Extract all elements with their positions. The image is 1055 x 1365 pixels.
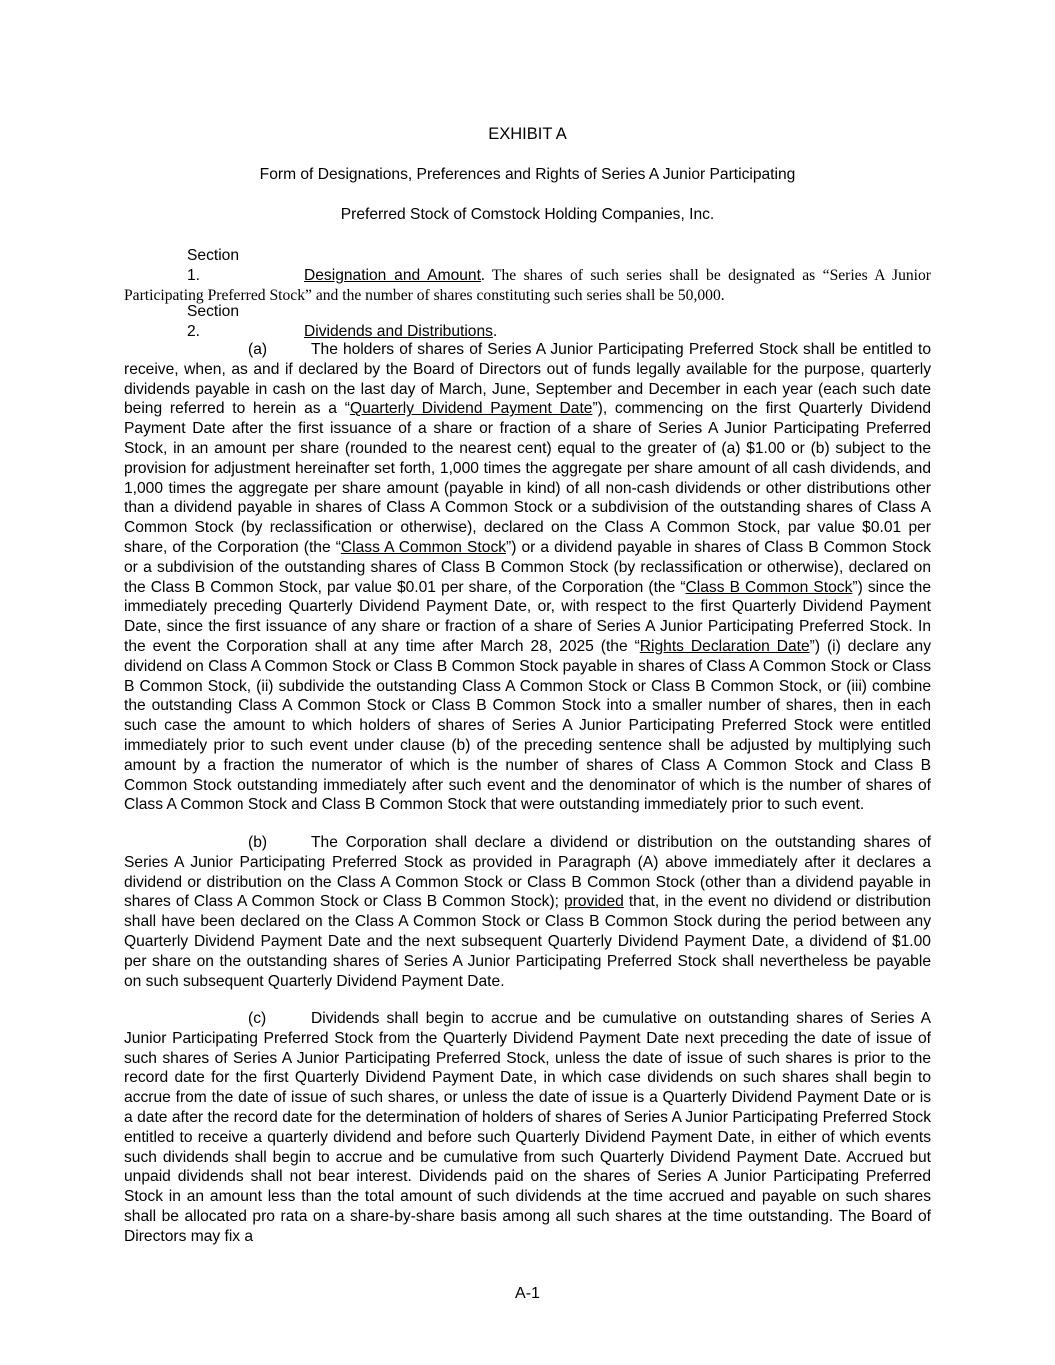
section-1-number: Section 1. <box>187 247 240 284</box>
paragraph-a-text-5: ”) (i) declare any dividend on Class A Common Stock or Class B Common Stock payable in shares of Class A Common Stock or Class B Common Stock, (ii) subdivide the outstanding Class A Common Stock or Class B Common Stock, or (iii) combine the outstanding Class A Common Stock or Class B Common Stock into a smaller number of shares, then in each such case the amount to which holders of shares of Series A Junior Participating Preferred Stock were entitled immediately prior to such event under clause (b) of the preceding sentence shall be adjusted by multiplying such amount by a fraction the numerator of which is the number of shares of Class A Common Stock and Class B Common Stock outstanding immediately after such event and the denominator of which is the number of shares of Class A Common Stock and Class B Common Stock that were outstanding immediately prior to such event. <box>124 637 931 814</box>
section-2 <box>124 302 931 342</box>
paragraph-a <box>124 340 931 815</box>
section-1-heading: Designation and Amount <box>304 266 481 284</box>
defined-term-quarterly-dividend-payment-date: Quarterly Dividend Payment Date <box>349 400 593 418</box>
section-2-number: Section 2. <box>187 303 240 340</box>
page-number: A-1 <box>515 1285 540 1302</box>
paragraph-b-label: (b) <box>248 834 268 851</box>
section-2-heading-suffix: . <box>492 322 498 340</box>
section-2-heading: Dividends and Distributions <box>304 322 493 340</box>
defined-term-class-b-common-stock: Class B Common Stock <box>685 578 853 596</box>
defined-term-class-a-common-stock: Class A Common Stock <box>340 538 507 556</box>
paragraph-a-text-4: ”) since the immediately preceding Quarterly Dividend Payment Date, or, with respect to the first Quarterly Dividend Payment Date, since the first issuance of any share or fraction of a share of Series A Junior Participating Preferred Stock. In the event the Corporation shall at any time after March 28, 2025 (the “ <box>124 578 931 655</box>
document-subtitle-line2: Preferred Stock of Comstock Holding Companies, Inc. <box>340 206 715 223</box>
section-1 <box>124 246 931 305</box>
paragraph-b <box>124 833 931 991</box>
paragraph-c <box>124 1009 931 1247</box>
paragraph-b-text-2: that, in the event no dividend or distribution shall have been declared on the Class A Common Stock or Class B Common Stock during the period between any Quarterly Dividend Payment Date and the next subsequent Quarterly Dividend Payment Date, a dividend of $1.00 per share on the outstanding shares of Series A Junior Participating Preferred Stock shall nevertheless be payable on such subsequent Quarterly Dividend Payment Date. <box>124 893 931 990</box>
exhibit-title: EXHIBIT A <box>488 125 567 143</box>
paragraph-a-text-3: ”) or a dividend payable in shares of Class B Common Stock or a subdivision of the outstanding shares of Class B Common Stock (by reclassification or otherwise), declared on the Class B Common Stock, par value $0.01 per share, of the Corporation (the “ <box>124 538 932 596</box>
defined-term-rights-declaration-date: Rights Declaration Date <box>639 637 810 655</box>
paragraph-b-text-1: The Corporation shall declare a dividend or distribution on the outstanding shares of Series A Junior Participating Preferred Stock as provided in Paragraph (A) above immediately after it declares a dividend or distribution on the Class A Common Stock or Class B Common Stock (other than a dividend payable in shares of Class A Common Stock or Class B Common Stock); <box>124 834 931 911</box>
paragraph-a-text-1: The holders of shares of Series A Junior Participating Preferred Stock shall be entitled to receive, when, as and if declared by the Board of Directors out of funds legally available for the purpose, quarterly dividends payable in cash on the last day of March, June, September and December in each year (each such date being referred to herein as a “ <box>124 341 931 418</box>
paragraph-a-label: (a) <box>248 341 268 358</box>
paragraph-c-text: Dividends shall begin to accrue and be cumulative on outstanding shares of Series A Junior Participating Preferred Stock from the Quarterly Dividend Payment Date next preceding the date of issue of such shares of Series A Junior Participating Preferred Stock, unless the date of issue of such shares is prior to the record date for the first Quarterly Dividend Payment Date, in which case dividends on such shares shall begin to accrue from the date of issue of such shares, or unless the date of issue is a Quarterly Dividend Payment Date or is a date after the record date for the determination of holders of shares of Series A Junior Participating Preferred Stock entitled to receive a quarterly dividend and before such Quarterly Dividend Payment Date, in either of which events such dividends shall begin to accrue and be cumulative from such Quarterly Dividend Payment Date. Accrued but unpaid dividends shall not bear interest. Dividends paid on the shares of Series A Junior Participating Preferred Stock in an amount less than the total amount of such dividends at the time accrued and payable on such shares shall be allocated pro rata on a share-by-share basis among all such shares at the time outstanding. The Board of Directors may fix a <box>124 1010 931 1245</box>
paragraph-c-label: (c) <box>248 1010 267 1027</box>
term-provided: provided <box>564 893 624 911</box>
paragraph-a-text-2: ”), commencing on the first Quarterly Dividend Payment Date after the first issuance of a share or fraction of a share of Series A Junior Participating Preferred Stock, in an amount per share (rounded to the nearest cent) equal to the greater of (a) $1.00 or (b) subject to the provision for adjustment hereinafter set forth, 1,000 times the aggregate per share amount of all cash dividends, and 1,000 times the aggregate per share amount (payable in kind) of all non-cash dividends or other distributions other than a dividend payable in shares of Class A Common Stock or a subdivision of the outstanding shares of Class A Common Stock (by reclassification or otherwise), declared on the Class A Common Stock, par value $0.01 per share, of the Corporation (the “ <box>124 400 932 556</box>
section-1-text: . The shares of such series shall be designated as “Series A Junior Participating Preferred Stock” and the number of shares constituting such series shall be 50,000. <box>124 266 931 304</box>
document-subtitle-line1: Form of Designations, Preferences and Rights of Series A Junior Participating <box>259 166 796 183</box>
